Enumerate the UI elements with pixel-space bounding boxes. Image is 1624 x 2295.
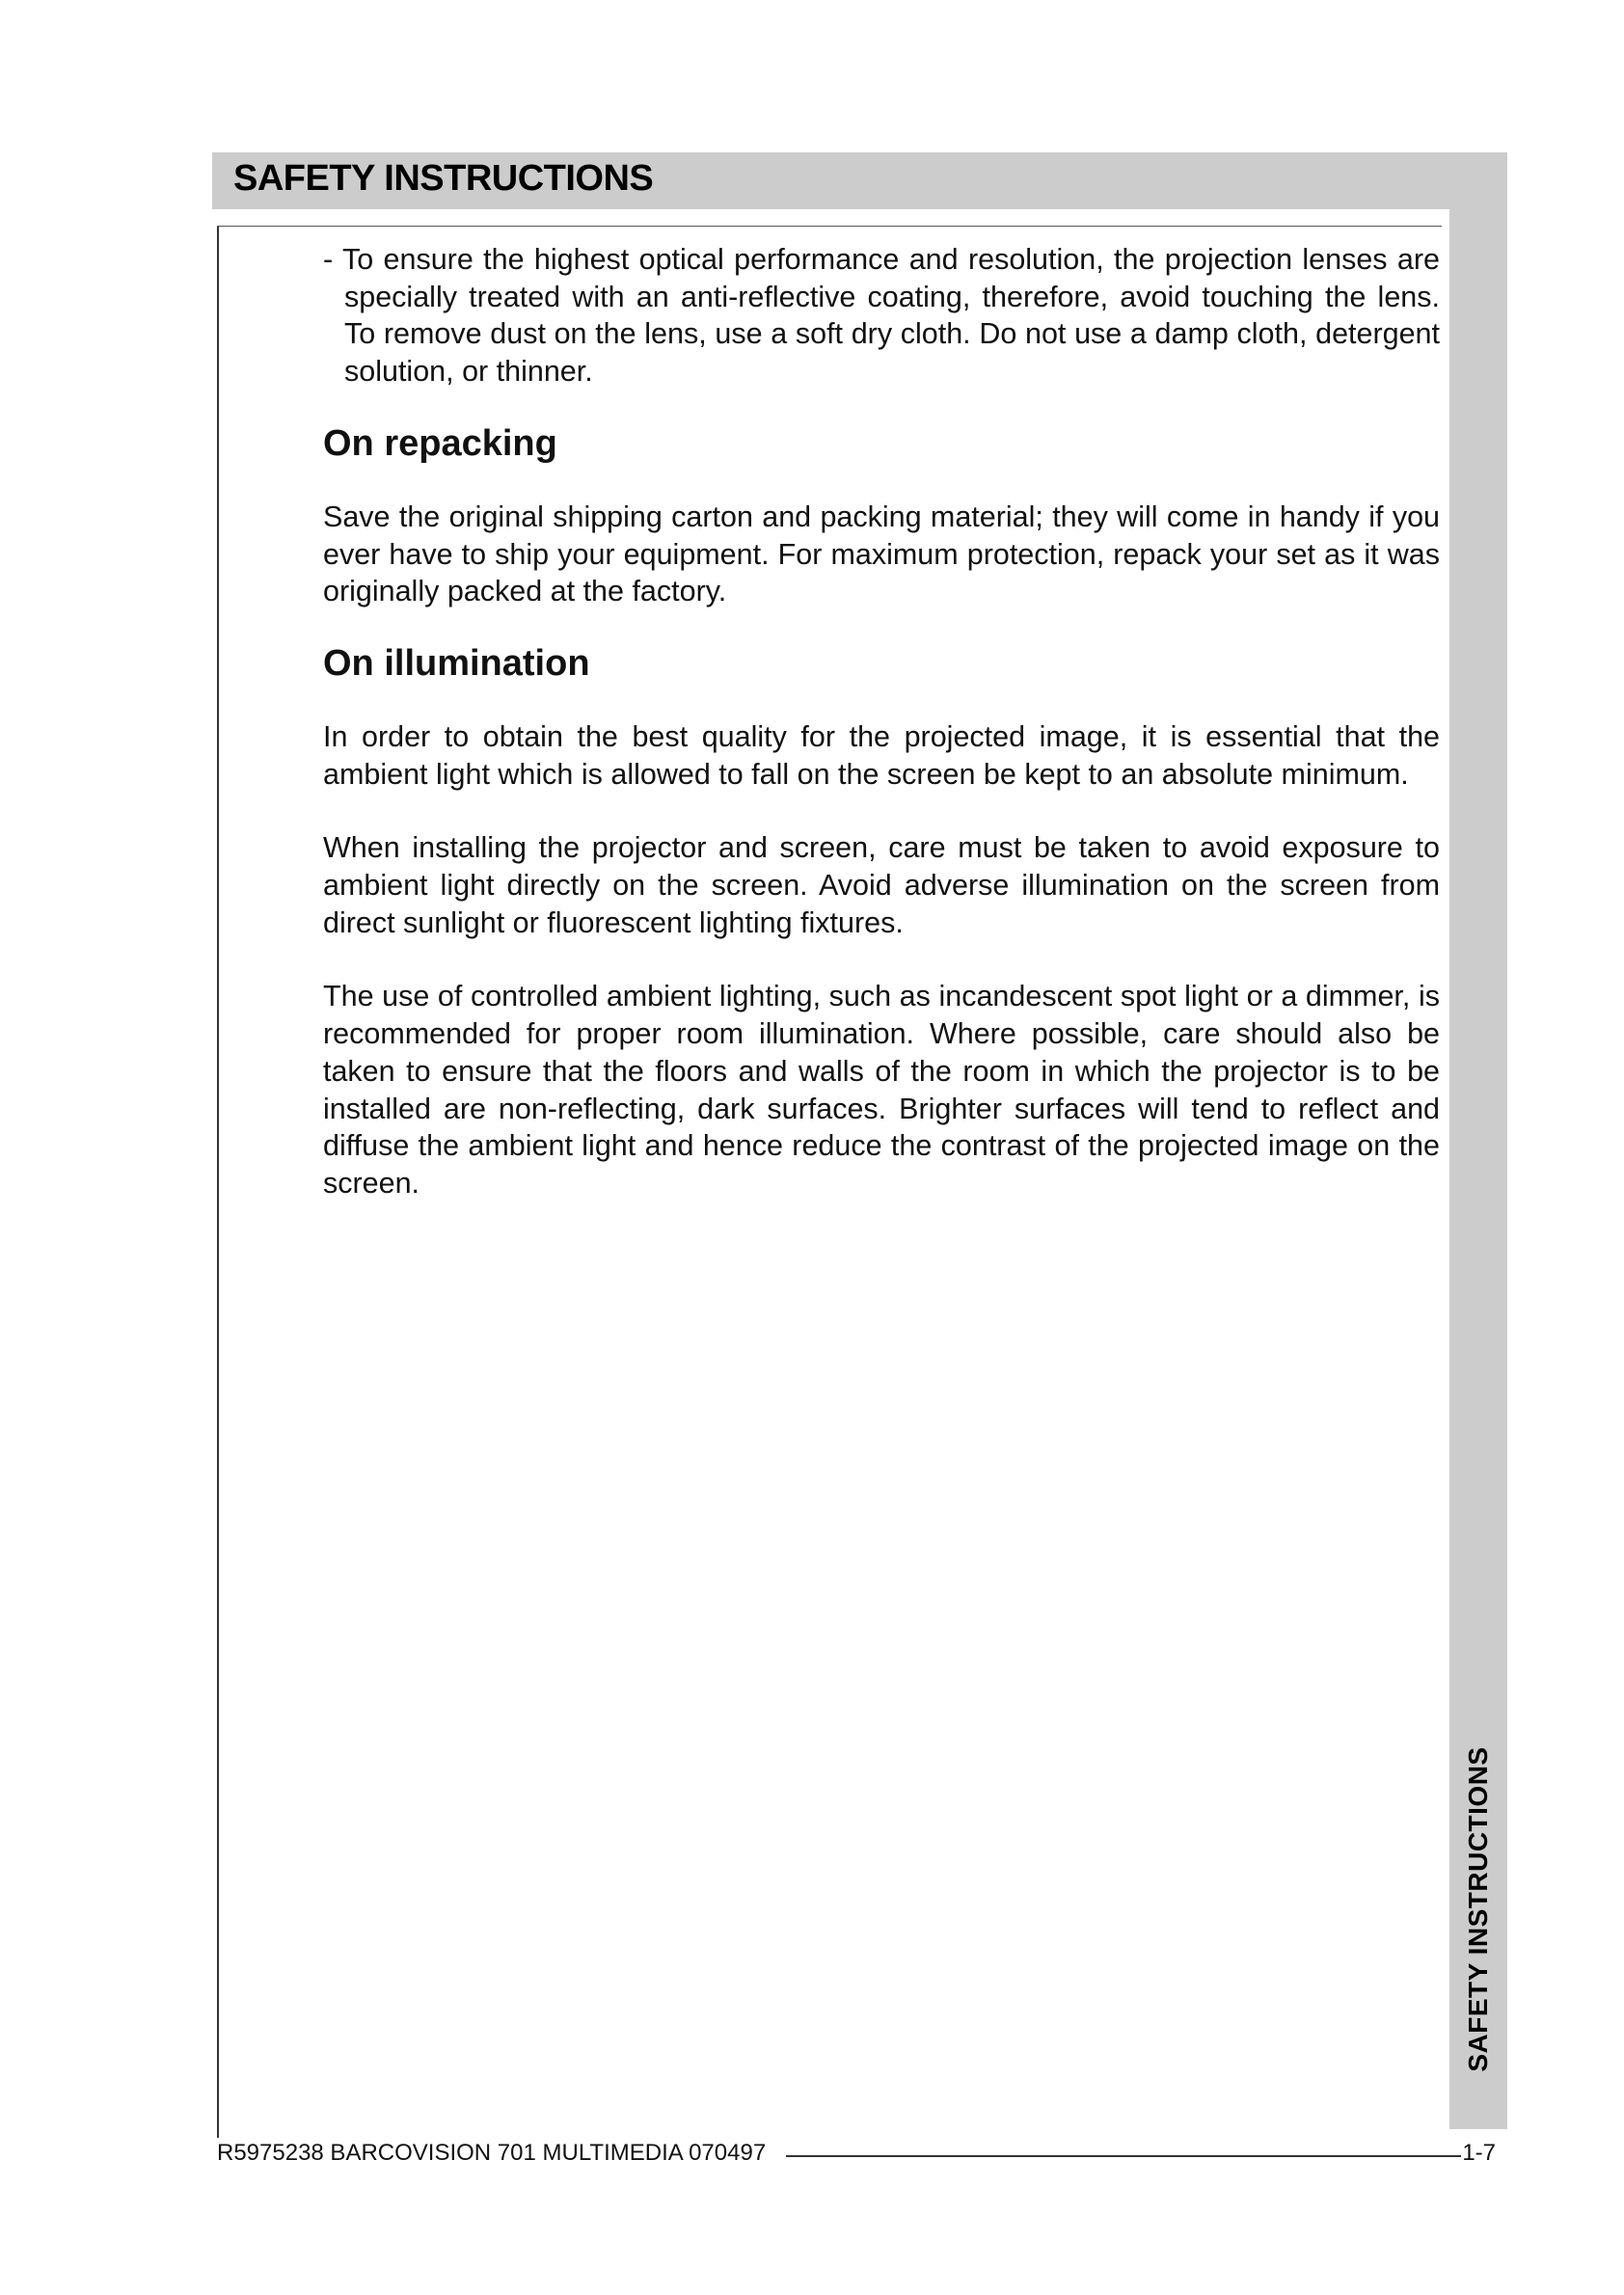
footer-page-number: 1-7 [1462, 2140, 1496, 2166]
footer-rule [786, 2155, 1461, 2157]
page-content [323, 241, 1440, 1202]
repacking-heading: On repacking [323, 422, 557, 464]
left-margin-rule [217, 227, 219, 2138]
repacking-paragraph: Save the original shipping carton and packing material; they will come in handy if you ever have to ship your equipment. For maximum protection, repack your set as it was originally packed at the factory. [323, 500, 1440, 608]
lens-care-bullet: - To ensure the highest optical performance and resolution, the projection lenses are specially treated with an anti-reflective coating, therefore, avoid touching the lens. To remove dust on the lens, use a soft dry cloth. Do not use a damp cloth, detergent solution, or thinner. [323, 243, 1440, 389]
top-divider [217, 226, 1442, 227]
side-tab-label: SAFETY INSTRUCTIONS [1463, 1746, 1493, 2072]
page-title: SAFETY INSTRUCTIONS [233, 158, 654, 199]
illumination-paragraph-2: When installing the projector and screen, care must be taken to avoid exposure to ambient light directly on the screen. Avoid adverse illumination on the screen from direct sunlight or fluorescent lighting fixtures. [323, 831, 1440, 939]
page-footer [217, 2140, 1509, 2178]
illumination-paragraph-3: The use of controlled ambient lighting, such as incandescent spot light or a dimmer, is recommended for proper room illumination. Where possible, care should also be taken to ensure that the floors and walls of the room in which the projector is to be installed are non-reflecting, dark surfaces. Brighter surfaces will tend to reflect and diffuse the ambient light and hence reduce the contrast of the projected image on the screen. [323, 980, 1440, 1200]
footer-document-id: R5975238 BARCOVISION 701 MULTIMEDIA 070497 [217, 2140, 775, 2167]
illumination-paragraph-1: In order to obtain the best quality for the projected image, it is essential that the ambient light which is allowed to fall on the screen be kept to an absolute minimum. [323, 719, 1440, 791]
illumination-heading: On illumination [323, 642, 590, 684]
